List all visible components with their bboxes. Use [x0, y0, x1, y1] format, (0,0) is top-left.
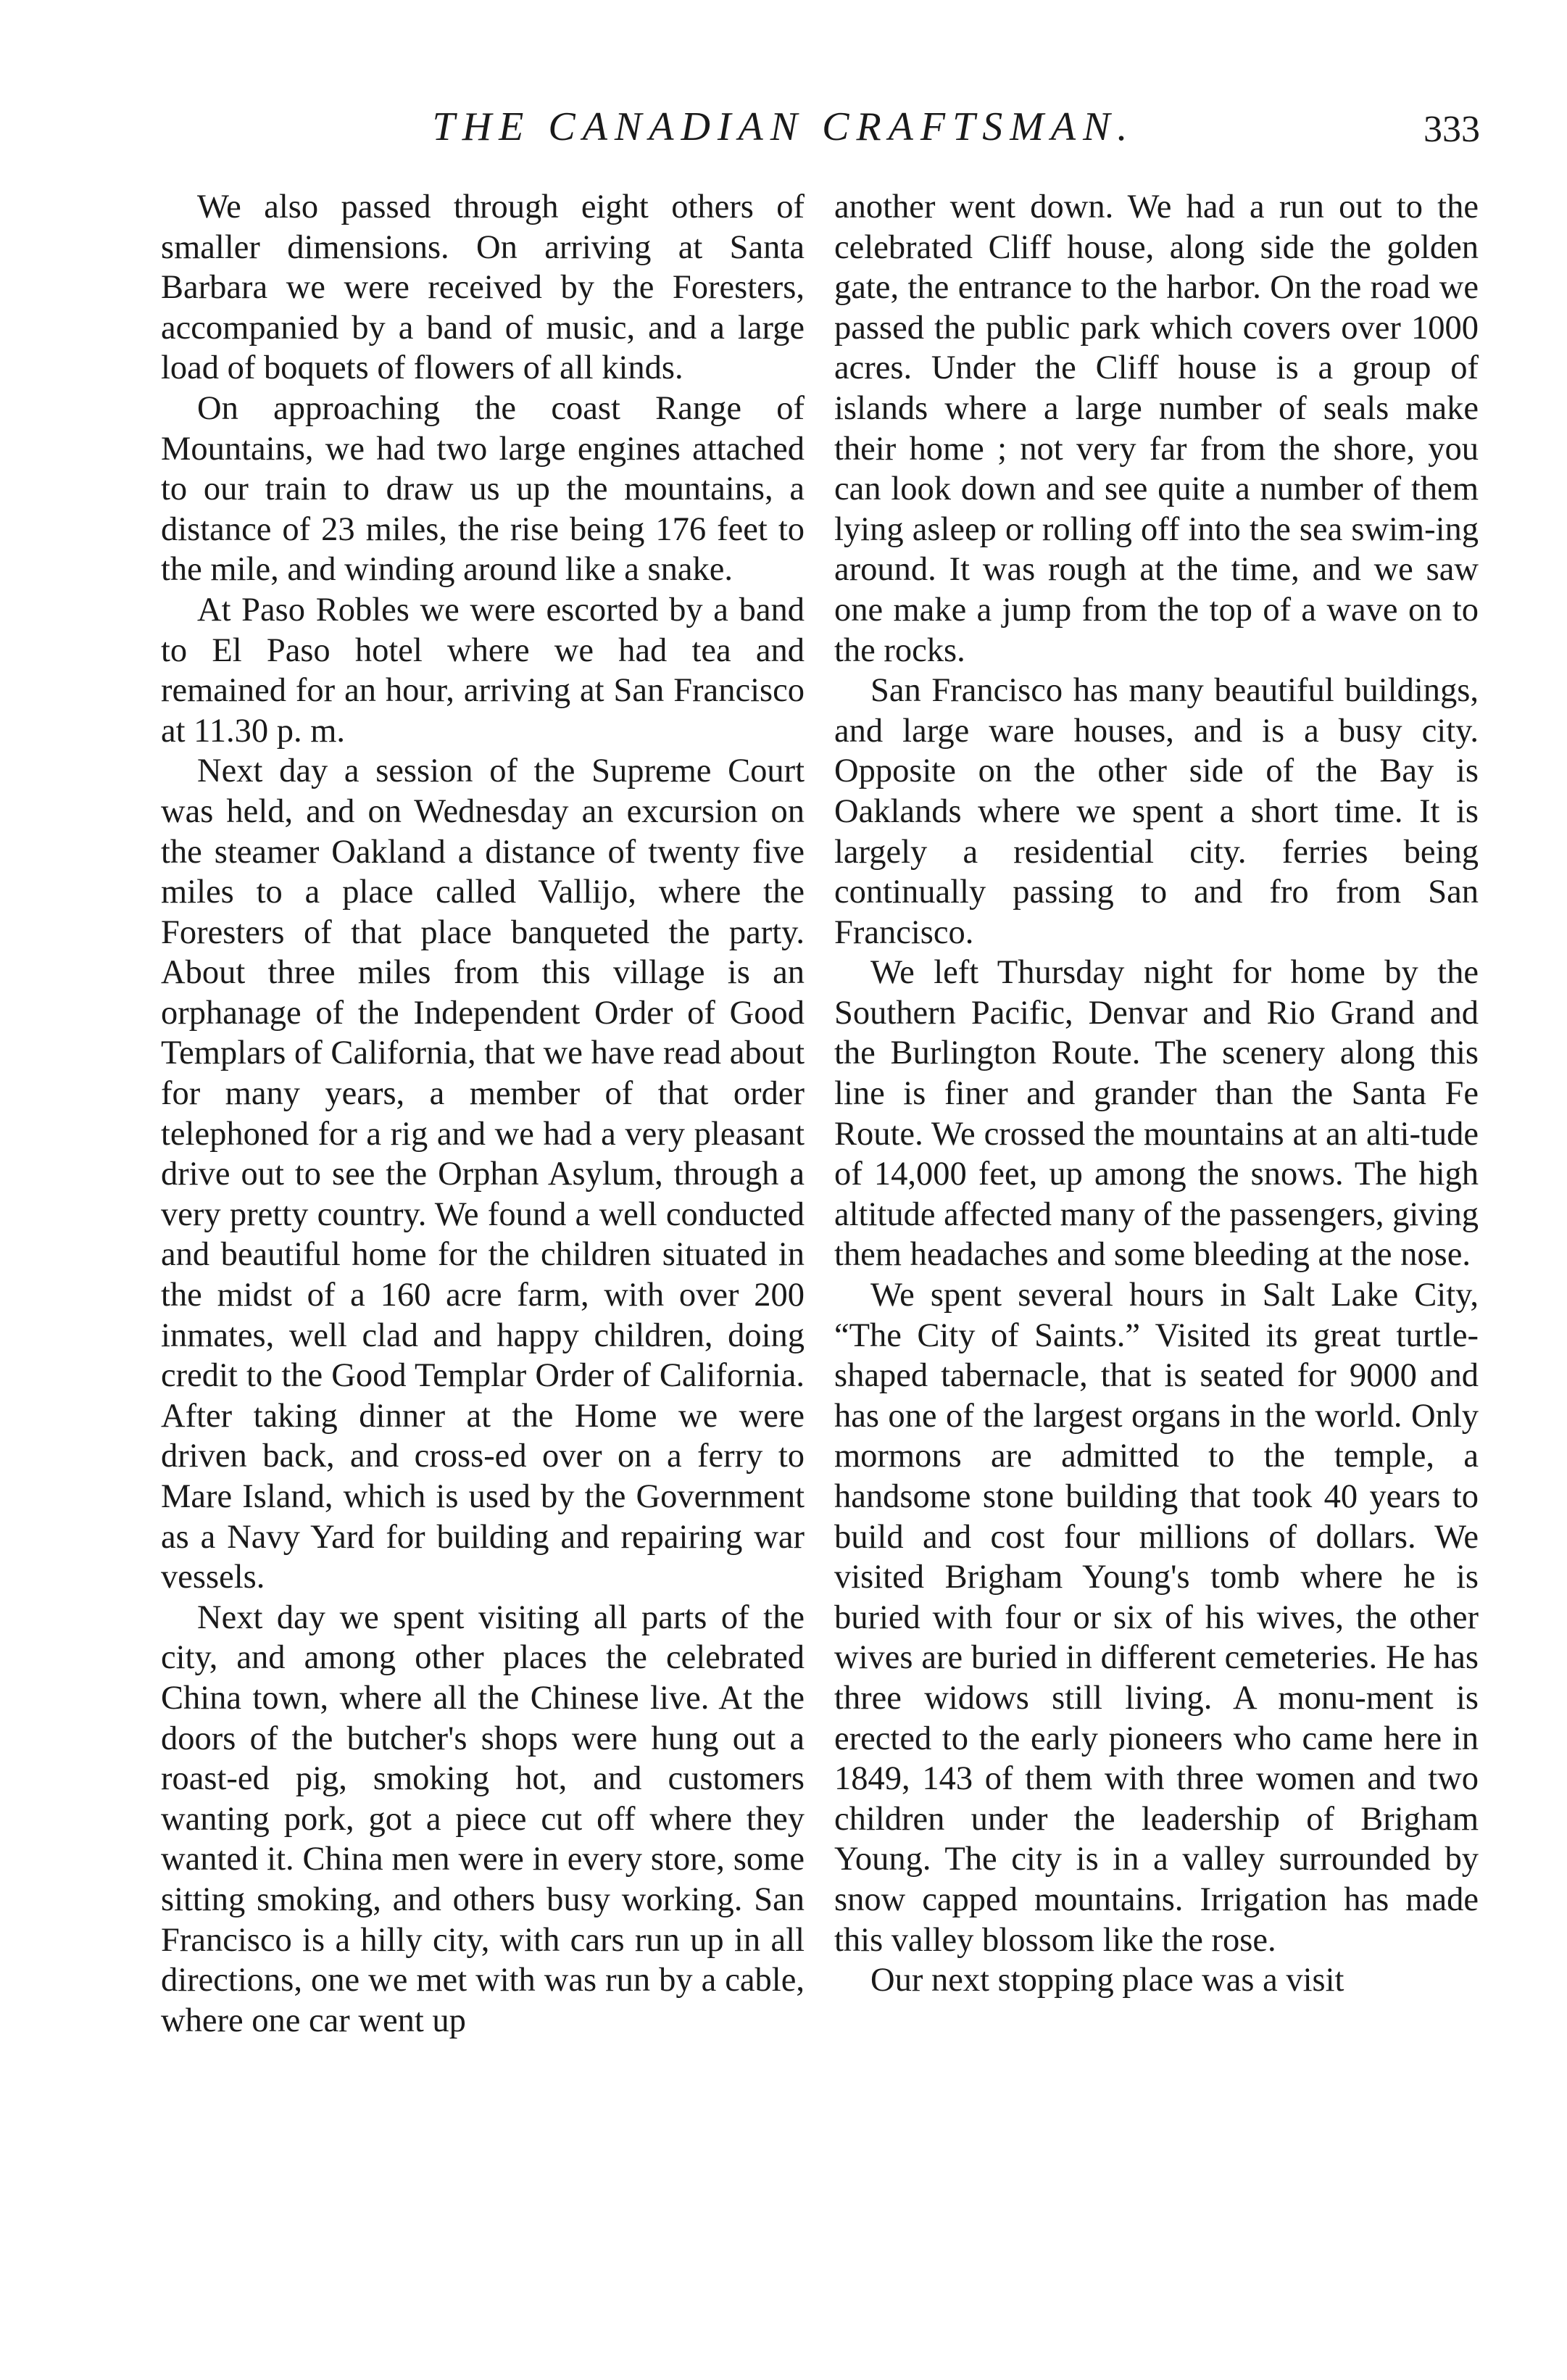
- paragraph: Next day we spent visiting all parts of the city, and among other places the celebrated China town, where all the Chinese live. At the doors of the butcher's shops were hung out a roast-ed pig, smoking hot, and customers wanting pork, got a piece cut off where they wanted it. China men were in every store, some sitting smoking, and others busy working. San Francisco is a hilly city, with cars run up in all directions, one we met with was run by a cable, where one car went up: [161, 1599, 805, 2039]
- paragraph: At Paso Robles we were escorted by a band to El Paso hotel where we had tea and remained for an hour, arriving at San Francisco at 11.30 p. m.: [161, 591, 805, 750]
- paragraph: On approaching the coast Range of Mountains, we had two large engines attached to our train to draw us up the mountains, a distance of 23 miles, the rise being 176 feet to the mile, and winding around like a snake.: [161, 389, 805, 589]
- right-column: [834, 187, 1479, 2001]
- running-title: THE CANADIAN CRAFTSMAN.: [432, 104, 1135, 149]
- paragraph: We also passed through eight others of smaller dimensions. On arriving at Santa Barbara we were received by the Foresters, accompanied by a band of music, and a large load of boquets of flowers of all kinds.: [161, 188, 805, 387]
- paragraph: another went down. We had a run out to the celebrated Cliff house, along side the golden gate, the entrance to the harbor. On the road we passed the public park which covers over 1000 acres. Under the Cliff house is a group of islands where a large number of seals make their home ; not very far from the shore, you can look down and see quite a number of them lying asleep or rolling off into the sea swim-ing around. It was rough at the time, and we saw one make a jump from the top of a wave on to the rocks.: [834, 188, 1479, 669]
- paragraph: We spent several hours in Salt Lake City, “The City of Saints.” Visited its great turtle-shaped tabernacle, that is seated for 9000 and has one of the largest organs in the world. Only mormons are admitted to the temple, a handsome stone building that took 40 years to build and cost four millions of dollars. We visited Brigham Young's tomb where he is buried with four or six of his wives, the other wives are buried in different cemeteries. He has three widows still living. A monu-ment is erected to the early pioneers who came here in 1849, 143 of them with three women and two children under the leadership of Brigham Young. The city is in a valley surrounded by snow capped mountains. Irrigation has made this valley blossom like the rose.: [834, 1277, 1479, 1959]
- paragraph: Our next stopping place was a visit: [870, 1962, 1344, 1999]
- paragraph: We left Thursday night for home by the Southern Pacific, Denvar and Rio Grand and the Burlington Route. The scenery along this line is finer and grander than the Santa Fe Route. We crossed the mountains at an alti-tude of 14,000 feet, up among the snows. The high altitude affected many of the passengers, giving them headaches and some bleeding at the nose.: [834, 954, 1479, 1274]
- running-header: [0, 101, 1567, 152]
- paragraph: San Francisco has many beautiful buildings, and large ware houses, and is a busy city. Opposite on the other side of the Bay is Oaklands where we spent a short time. It is largely a residential city. ferries being continually passing to and fro from San Francisco.: [834, 672, 1479, 951]
- paragraph: Next day a session of the Supreme Court was held, and on Wednesday an excursion on the steamer Oakland a distance of twenty five miles to a place called Vallijo, where the Foresters of that place banqueted the party. About three miles from this village is an orphanage of the Independent Order of Good Templars of California, that we have read about for many years, a member of that order telephoned for a rig and we had a very pleasant drive out to see the Orphan Asylum, through a very pretty country. We found a well conducted and beautiful home for the children situated in the midst of a 160 acre farm, with over 200 inmates, well clad and happy children, doing credit to the Good Templar Order of California. After taking dinner at the Home we were driven back, and cross-ed over on a ferry to Mare Island, which is used by the Government as a Navy Yard for building and repairing war vessels.: [161, 752, 805, 1596]
- page-number: 333: [1423, 109, 1480, 150]
- left-column: [161, 187, 805, 2041]
